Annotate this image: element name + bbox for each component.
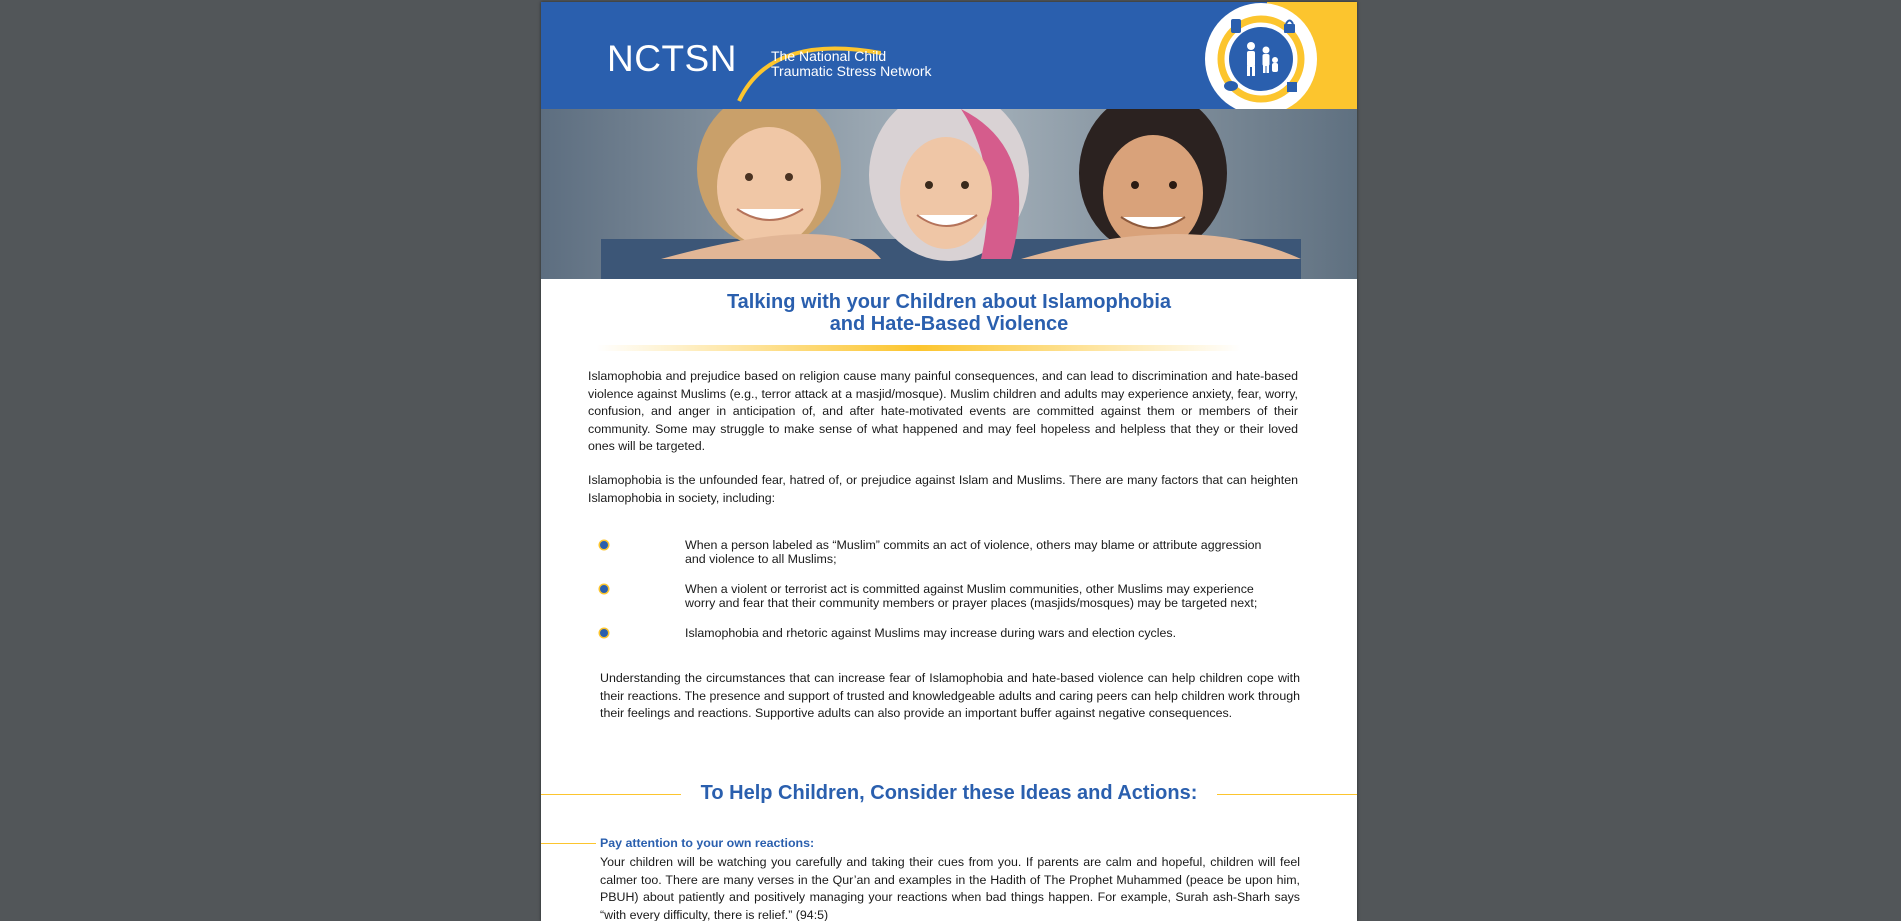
bullet-dot-icon: [600, 585, 608, 593]
factors-list: [588, 538, 1298, 656]
section-rule-left: [541, 794, 681, 795]
document-title: [541, 291, 1357, 335]
list-item-text: Islamophobia and rhetoric against Muslims may increase during wars and election cycles.: [685, 626, 1177, 640]
list-item-text: When a violent or terrorist act is committed against Muslim communities, other Muslims may experience worry and fear that their community members or prayer places (masjids/mosques) may be targeted next;: [685, 582, 1258, 610]
logo-wordmark: NCTSN: [607, 38, 737, 79]
hero-photo: [541, 109, 1357, 279]
list-item-text: When a person labeled as “Muslim” commits an act of violence, others may blame or attribute aggression and violence to all Muslims;: [685, 538, 1262, 566]
list-item: [588, 538, 1298, 566]
title-divider: [596, 345, 1241, 351]
section-heading: To Help Children, Consider these Ideas and Actions:: [700, 782, 1198, 804]
subheading-reactions: Pay attention to your own reactions:: [600, 836, 815, 850]
logo-subtitle: [771, 49, 932, 79]
title-line-2: and Hate-Based Violence: [829, 313, 1069, 335]
bullet-dot-icon: [600, 629, 608, 637]
list-item: [588, 626, 1298, 640]
logo-subtitle-line-2: Traumatic Stress Network: [771, 63, 932, 79]
section-rule-right: [1217, 794, 1357, 795]
title-line-1: Talking with your Children about Islamophobia: [726, 291, 1172, 313]
coping-paragraph: Understanding the circumstances that can increase fear of Islamophobia and hate-based violence can help children cope with their reactions. The presence and support of trusted and knowledgeable adults and caring peers can help children work through their feelings and reactions. Supportive adults can also provide an important buffer against negative consequences.: [600, 671, 1300, 720]
subhead-rule: [541, 843, 596, 844]
logo-subtitle-line-1: The National Child: [771, 48, 887, 64]
children-photo-illustration: [541, 109, 1357, 279]
list-item: [588, 582, 1298, 610]
header-banner: [541, 2, 1357, 109]
reactions-paragraph: Your children will be watching you carefully and taking their cues from you. If parents are calm and hopeful, children will feel calmer too. There are many verses in the Qur’an and examples in the Hadith of The Prophet Muhammed (peace be upon him, PBUH) about patiently and positively managing your reactions when bad things happen. For example, Surah ash-Sharh says “with every difficulty, there is relief.” (94:5): [600, 855, 1300, 921]
document-page: [541, 2, 1357, 921]
bullet-dot-icon: [600, 541, 608, 549]
intro-paragraph: Islamophobia and prejudice based on religion cause many painful consequences, and can lead to discrimination and hate-based violence against Muslims (e.g., terror attack at a masjid/mosque). Muslim children and adults may experience anxiety, fear, worry, confusion, and anger in anticipation of, and after hate-motivated events are committed against them or members of their community. Some may struggle to make sense of what happened and may feel hopeless and helpless that they or their loved ones will be targeted.: [588, 369, 1298, 453]
family-seal-icon: [1204, 2, 1318, 116]
definition-paragraph: Islamophobia is the unfounded fear, hatred of, or prejudice against Islam and Muslims. There are many factors that can heighten Islamophobia in society, including:: [588, 473, 1298, 505]
